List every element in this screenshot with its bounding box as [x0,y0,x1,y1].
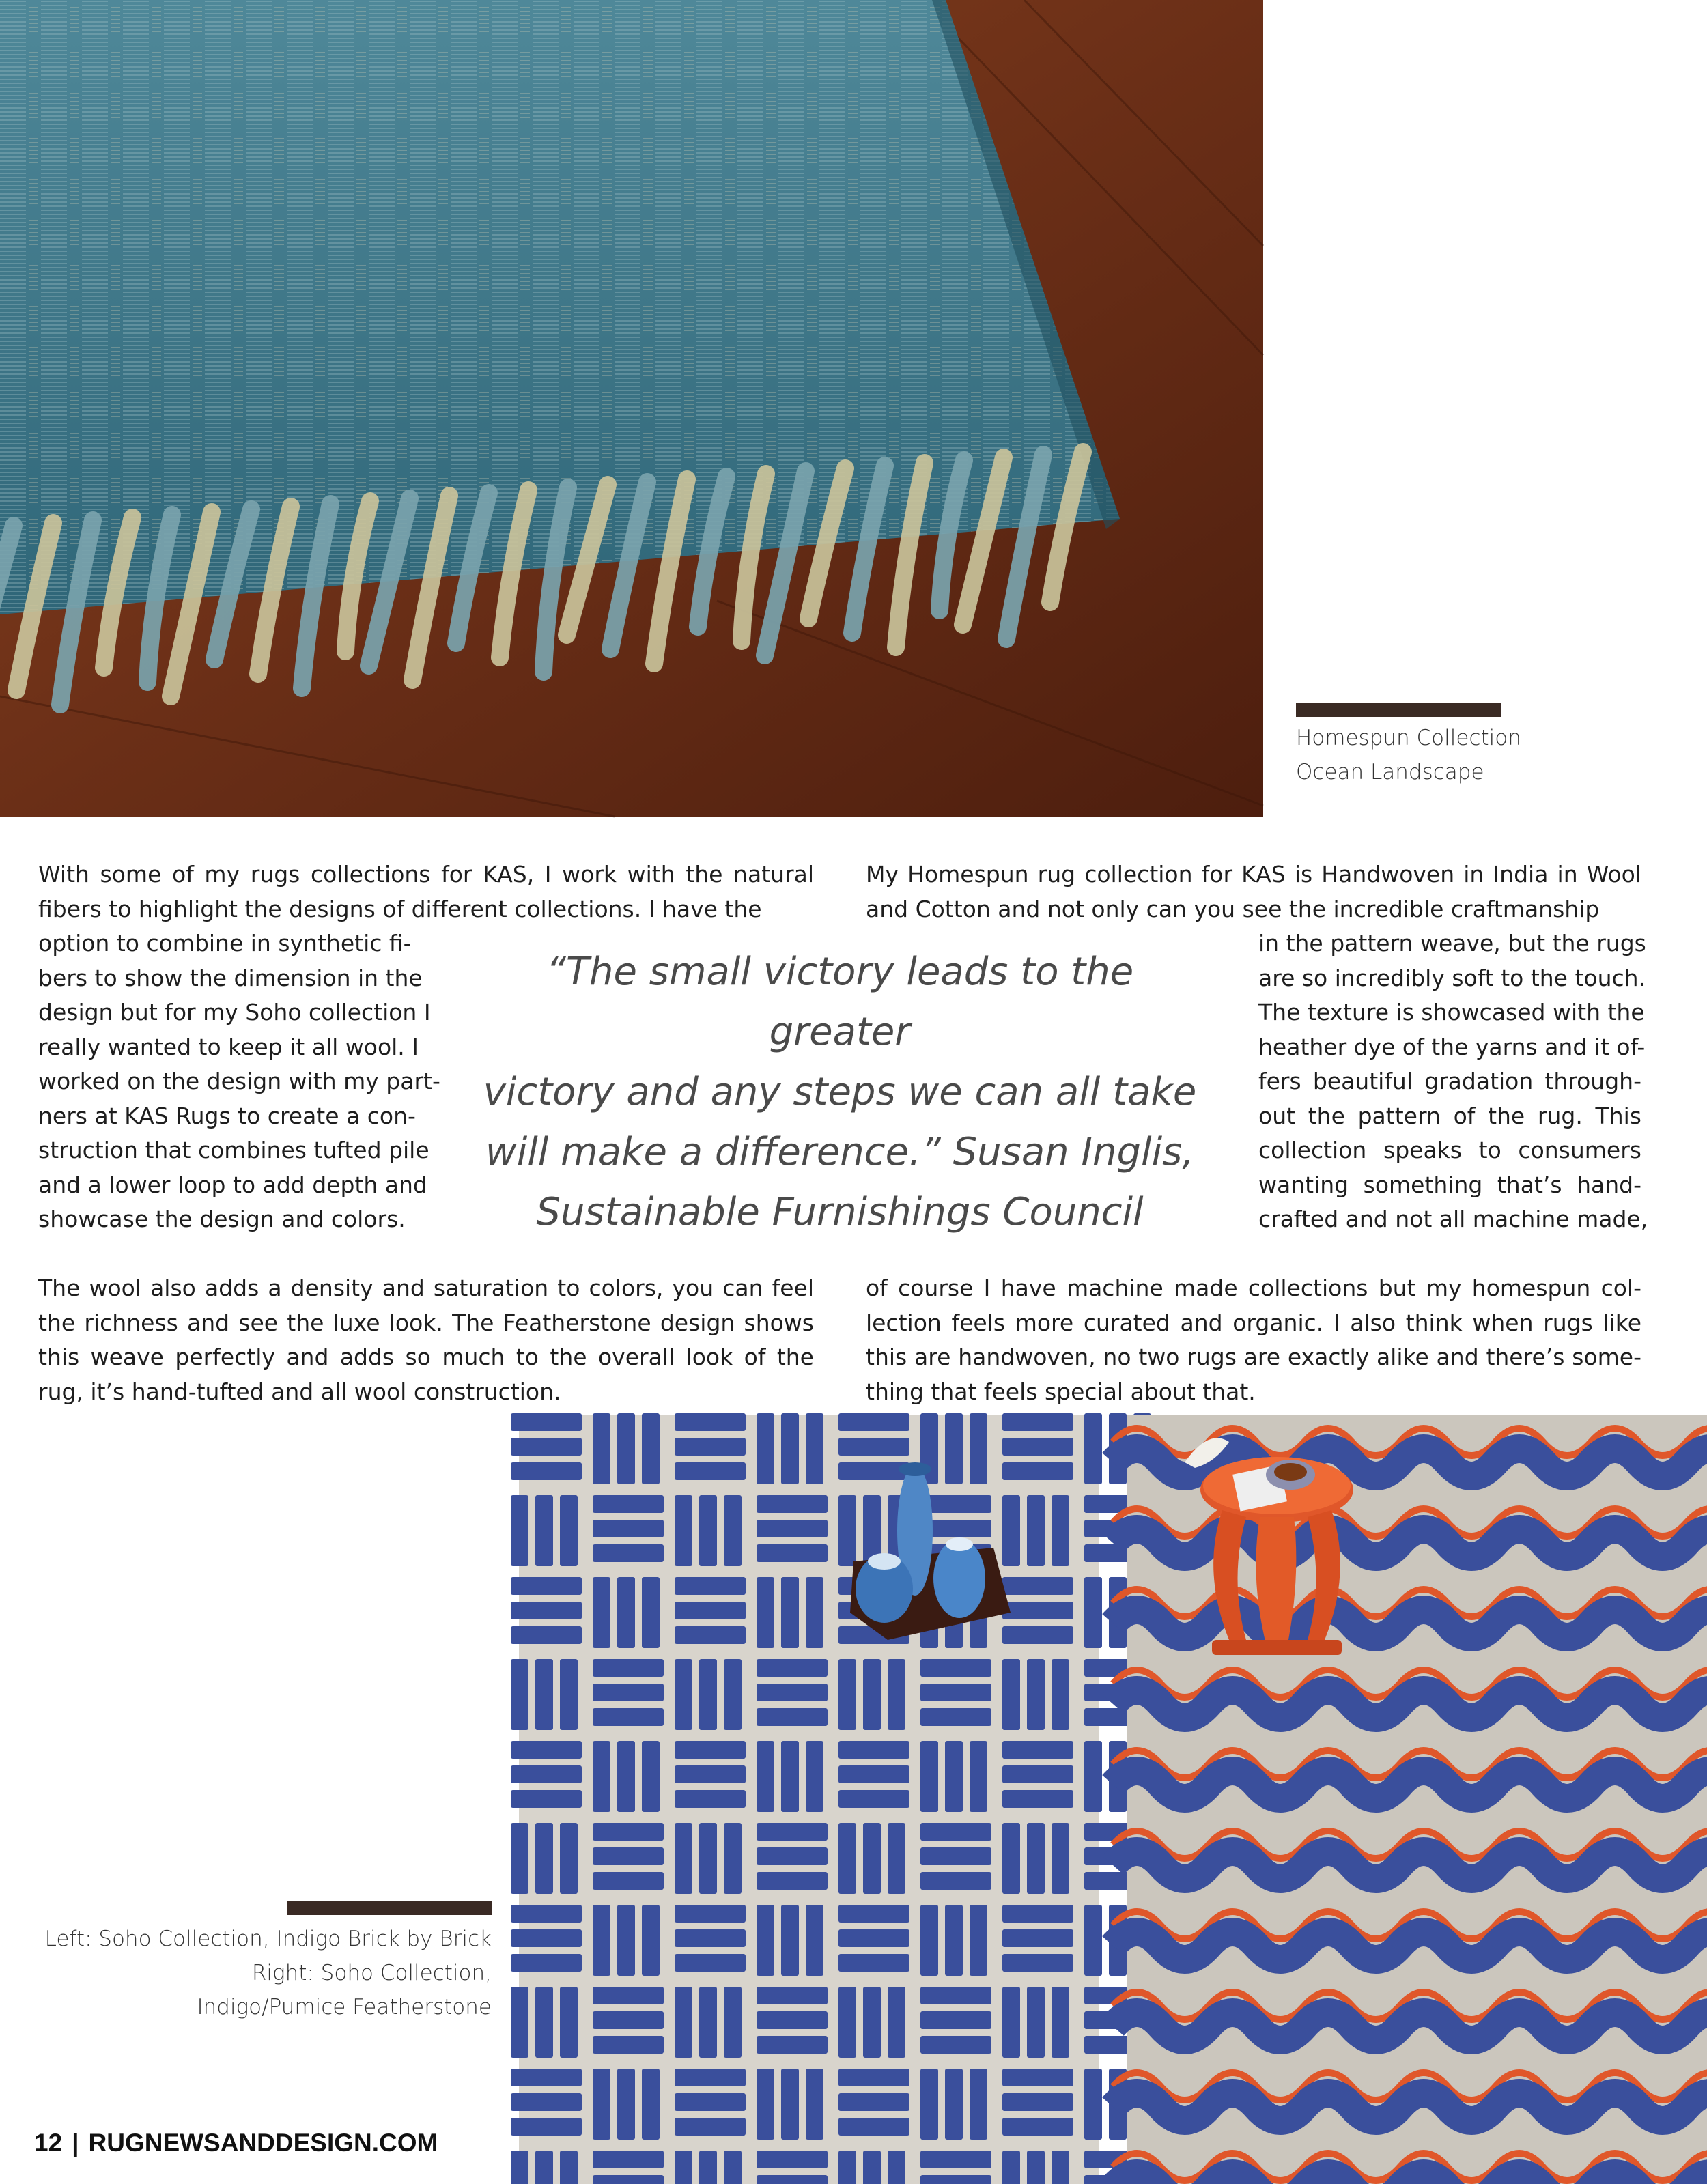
brick [1002,1413,1073,1431]
brick [888,1823,905,1894]
brick [511,2151,528,2184]
brick [757,1741,774,1812]
brick [511,1905,582,1923]
brick [806,2069,823,2140]
brick [675,1602,746,1619]
brick [560,1495,578,1566]
brick [806,1905,823,1976]
brick [1084,1905,1102,1976]
text-line: out the pattern of the rug. This [1258,1102,1641,1129]
text-line: ners at KAS Rugs to create a con- [38,1102,416,1129]
bottom-photos-caption [27,1922,492,2024]
brick [511,1495,528,1566]
brick [675,1905,746,1923]
text-line: heather dye of the yarns and it of- [1258,1033,1646,1060]
brick [560,1659,578,1730]
brick [757,1872,828,1890]
brick [675,1462,746,1480]
brick [920,1741,938,1812]
brick [675,1954,746,1972]
brick [920,2036,991,2054]
brick [1052,1987,1069,2058]
brick [945,1413,963,1484]
brick [642,1577,660,1648]
brick [838,1495,856,1566]
brick [945,1741,963,1812]
brick [1027,1495,1045,1566]
brick [781,1905,799,1976]
text-line: crafted and not all machine made, [1258,1206,1648,1232]
brick [511,1823,528,1894]
brick [757,1544,828,1562]
brick [1002,1823,1020,1894]
brick [757,1905,774,1976]
brick [806,1577,823,1648]
brick [1002,1659,1020,1730]
brick [675,2093,746,2111]
brick [675,1495,692,1566]
brick [593,1659,664,1677]
brick [920,1684,991,1701]
brick [757,1987,828,2004]
brick [757,2069,774,2140]
brick [1002,1462,1073,1480]
brick [699,1659,717,1730]
brick [757,2151,828,2168]
brick [593,1577,610,1648]
brick [535,1495,553,1566]
brick [593,1684,664,1701]
brick [863,1659,881,1730]
brick [1002,2093,1073,2111]
brick [560,1823,578,1894]
brick [838,1462,909,1480]
brick [593,1520,664,1537]
brick [675,1659,692,1730]
brick [675,1823,692,1894]
brick [593,1987,664,2004]
brick [757,1413,774,1484]
brick [642,1905,660,1976]
brick [593,1708,664,1726]
brick [838,1823,856,1894]
brick [1084,2069,1102,2140]
brick [1002,2151,1020,2184]
brick [1002,1929,1073,1947]
brick [699,1495,717,1566]
brick [699,1823,717,1894]
caption-line: Left: Soho Collection, Indigo Brick by Brick [44,1927,492,1951]
brick [642,2069,660,2140]
text-line: The texture is showcased with the [1258,999,1645,1025]
brick [675,1987,692,2058]
brick [1027,1987,1045,2058]
caption-line: Ocean Landscape [1296,760,1484,784]
brick [724,1495,742,1566]
brick [757,2036,828,2054]
text-line: showcase the design and colors. [38,1206,406,1232]
brick [838,1765,909,1783]
left-column-tail: The wool also adds a density and saturation to colors, you can feel the richness and see the luxe look. The Featherstone design shows this weave perfectly and adds so much to the overall look of the rug, it’s hand-tufted and all wool construction. [38,1275,814,1405]
brick [838,1790,909,1808]
brick [888,2151,905,2184]
text-line: wanting something that’s hand- [1258,1171,1641,1198]
brick [535,1823,553,1894]
brick [838,2093,909,2111]
pull-quote-line: victory and any steps we can all take [483,1070,1197,1114]
brick [838,1905,909,1923]
pull-quote-line: will make a difference.” Susan Inglis, [485,1130,1195,1174]
text-line: fers beautiful gradation through- [1258,1068,1641,1094]
brick [757,1520,828,1537]
text-line: design but for my Soho collection I [38,999,431,1025]
brick [1002,1438,1073,1456]
brick [970,1905,987,1976]
brick [593,1741,610,1812]
brick [675,1929,746,1947]
brick [617,1741,635,1812]
brick [593,1544,664,1562]
brick [838,2118,909,2136]
left-column-lead: With some of my rugs collections for KAS, I work with the natural fibers to highlight the designs of different collections. I have the [38,861,814,922]
brick [593,1872,664,1890]
brick [511,1438,582,1456]
footer-separator: | [72,2129,79,2157]
brick [1002,1765,1073,1783]
brick [838,1741,909,1759]
brick [945,2069,963,2140]
brick [1002,1577,1073,1595]
brick [593,1495,664,1513]
brick [838,1659,856,1730]
page-footer [34,2129,438,2157]
text-line: in the pattern weave, but the rugs [1258,930,1646,956]
brick [675,2069,746,2086]
brick [838,1954,909,1972]
brick [920,2175,991,2184]
brick [920,1872,991,1890]
page-number: 12 [34,2129,63,2157]
brick [757,2175,828,2184]
brick [1002,1954,1073,1972]
brick [888,1659,905,1730]
brick [675,1413,746,1431]
brick [511,1741,582,1759]
brick [535,2151,553,2184]
brick [511,1765,582,1783]
brick [838,2151,856,2184]
text-line: worked on the design with my part- [38,1068,440,1094]
brick [945,1905,963,1976]
brick [920,1823,991,1841]
brick [675,1626,746,1644]
brick [724,1823,742,1894]
right-column-tail: of course I have machine made collections but my homespun col-lection feels more curated and organic. I also think when rugs like this are handwoven, no two rugs are exactly alike and there’s some-thing that feels special about that. [866,1275,1641,1405]
brick [675,1577,746,1595]
text-line: option to combine in synthetic fi- [38,930,412,956]
brick [675,2151,692,2184]
caption-line: Right: Soho Collection, [251,1961,492,1985]
brick [838,1929,909,1947]
brick [838,2069,909,2086]
brick [757,1659,828,1677]
brick [781,1577,799,1648]
text-line: and a lower loop to add depth and [38,1171,427,1198]
right-column-lead: My Homespun rug collection for KAS is Handwoven in India in Wool and Cotton and not only can you see the incredible craftmanship [866,861,1641,922]
brick [511,1659,528,1730]
brick [863,1823,881,1894]
brick [970,2069,987,2140]
caption-rule-top [1296,703,1501,717]
brick [1084,1413,1102,1484]
brick [757,1495,828,1513]
caption-line: Homespun Collection [1296,726,1521,750]
brick [593,2011,664,2029]
brick [724,2151,742,2184]
brick [511,1626,582,1644]
wave-band [1113,2174,1707,2184]
brick [511,1577,582,1595]
brick [757,1708,828,1726]
site-url: RUGNEWSANDDESIGN.COM [88,2129,438,2157]
soho-brick-rug-photo [519,1415,1099,2184]
brick [593,1847,664,1865]
brick [970,1413,987,1484]
brick [511,2093,582,2111]
text-line: struction that combines tufted pile [38,1137,429,1163]
brick [593,2069,610,2140]
brick [1052,2151,1069,2184]
brick [675,1765,746,1783]
brick [593,2175,664,2184]
brick [511,1790,582,1808]
brick [1027,1823,1045,1894]
brick [560,1987,578,2058]
brick [560,2151,578,2184]
brick [1052,1659,1069,1730]
brick [920,2011,991,2029]
brick [617,1905,635,1976]
text-line: are so incredibly soft to the touch. [1258,964,1646,991]
brick [724,1659,742,1730]
brick [781,2069,799,2140]
brick [863,1987,881,2058]
brick [1002,1495,1020,1566]
brick [920,1659,991,1677]
brick [970,1741,987,1812]
brick [1052,1495,1069,1566]
brick [593,2151,664,2168]
caption-rule-bottom [287,1901,492,1915]
brick [675,1790,746,1808]
brick [511,1987,528,2058]
brick [920,1708,991,1726]
brick [1027,2151,1045,2184]
brick [642,1413,660,1484]
brick [511,1954,582,1972]
brick [511,2118,582,2136]
brick [511,2069,582,2086]
brick [1084,1741,1102,1812]
brick [511,1413,582,1431]
brick [920,1847,991,1865]
brick [1027,1659,1045,1730]
brick [757,2011,828,2029]
brick [757,1847,828,1865]
brick [724,1987,742,2058]
brick [1002,2118,1073,2136]
text-line: collection speaks to consumers [1258,1137,1641,1163]
brick [617,2069,635,2140]
brick [1002,1602,1073,1619]
brick [1002,1626,1073,1644]
brick [675,2118,746,2136]
brick [1052,1823,1069,1894]
caption-line: Indigo/Pumice Featherstone [197,1995,492,2019]
brick [888,1987,905,2058]
pull-quote-line: Sustainable Furnishings Council [536,1190,1144,1234]
brick [781,1413,799,1484]
brick [1002,1987,1020,2058]
brick [920,1905,938,1976]
brick [593,2036,664,2054]
brick [617,1413,635,1484]
brick [920,1987,991,2004]
brick [675,1438,746,1456]
brick [863,2151,881,2184]
brick [757,1823,828,1841]
brick [838,1438,909,1456]
brick [593,1905,610,1976]
pull-quote [478,942,1202,1243]
brick [617,1577,635,1648]
homespun-rug-photo [0,0,1263,817]
pull-quote-line: “The small victory leads to the greater [546,950,1134,1054]
brick [535,1659,553,1730]
brick [781,1741,799,1812]
brick [1002,1790,1073,1808]
brick [511,1602,582,1619]
brick [535,1987,553,2058]
brick [1002,1905,1073,1923]
brick [1002,1741,1073,1759]
brick [757,1684,828,1701]
brick [838,1413,909,1431]
brick [593,1413,610,1484]
brick [511,1462,582,1480]
brick [699,1987,717,2058]
text-line: really wanted to keep it all wool. I [38,1033,419,1060]
top-photo-caption [1296,721,1521,789]
brick [593,1823,664,1841]
brick [675,1741,746,1759]
brick [920,2069,938,2140]
brick [1084,1577,1102,1648]
soho-featherstone-rug-photo [1127,1415,1707,2184]
brick [511,1929,582,1947]
brick [1002,2069,1073,2086]
brick [757,1577,774,1648]
brick [806,1741,823,1812]
brick [806,1413,823,1484]
brick [699,2151,717,2184]
brick [920,2151,991,2168]
brick [838,1987,856,2058]
brick [642,1741,660,1812]
text-line: bers to show the dimension in the [38,964,423,991]
